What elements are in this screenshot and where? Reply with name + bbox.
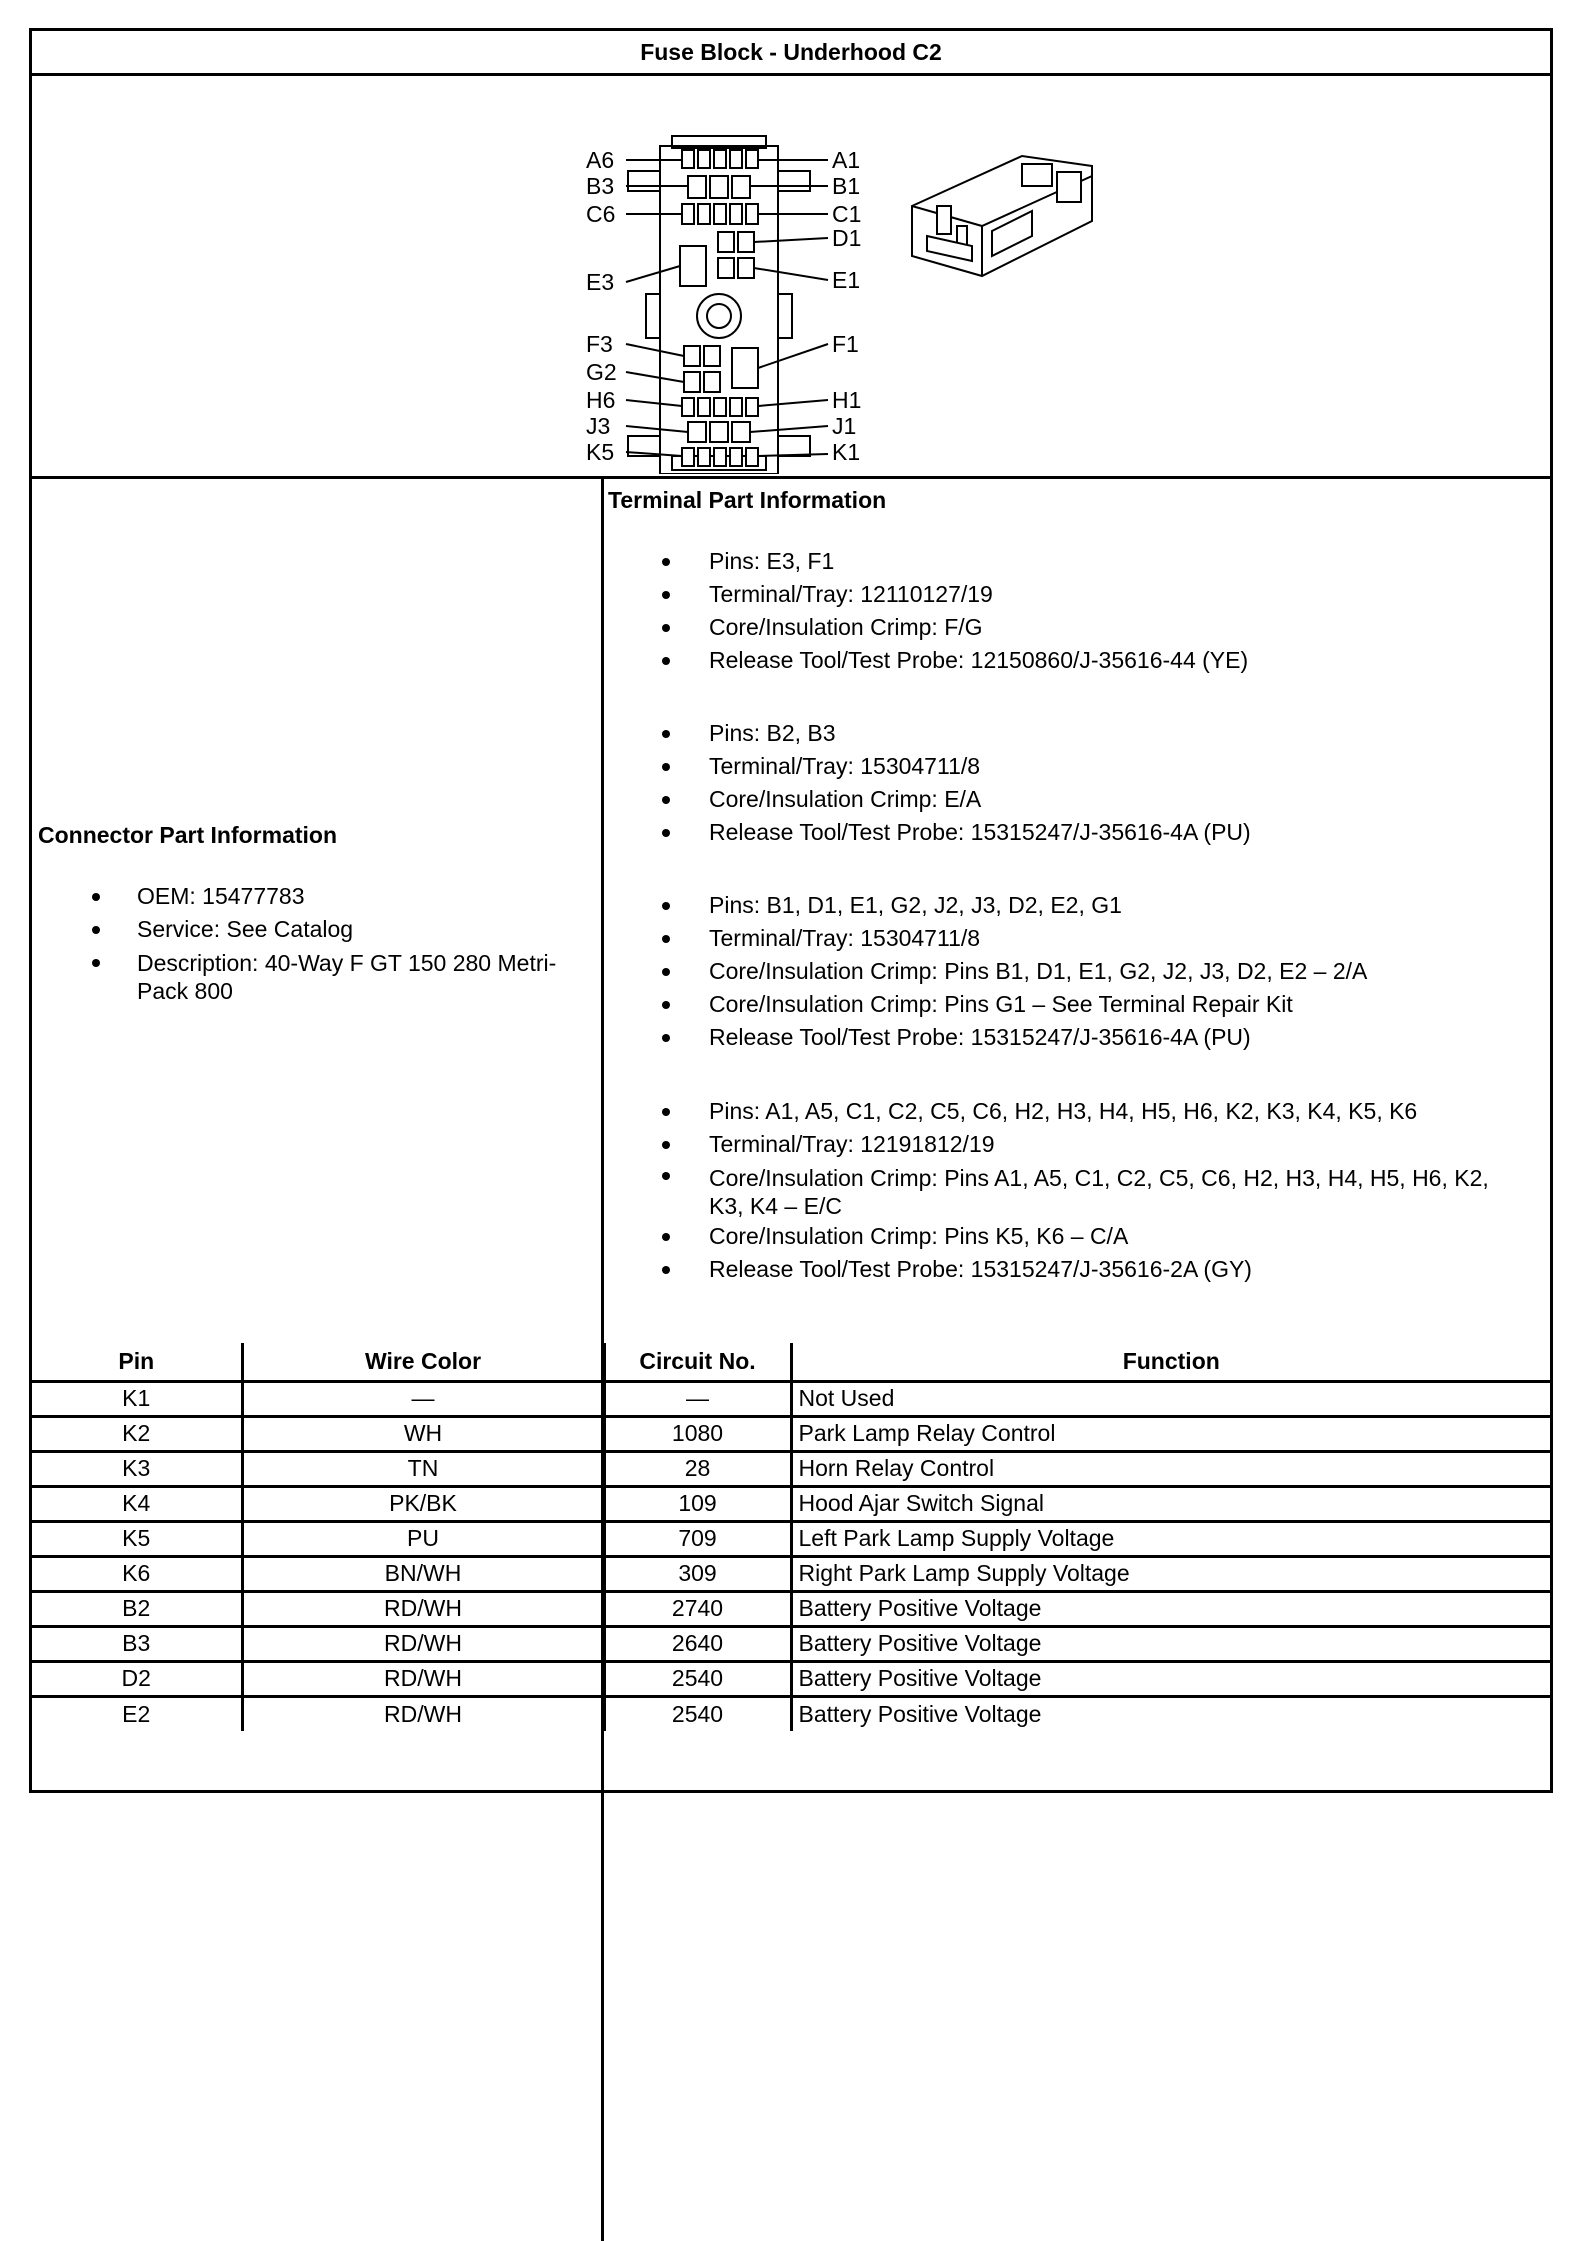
table-row [32,1661,1550,1696]
function-cell: Battery Positive Voltage [791,1661,1550,1696]
circuit-cell: 109 [604,1486,791,1521]
function-cell: Park Lamp Relay Control [791,1416,1550,1451]
pin-label-left: H6 [586,387,616,413]
pin-cell: K2 [32,1416,242,1451]
function-cell: Horn Relay Control [791,1451,1550,1486]
bullet-icon [92,926,100,934]
list-item: Core/Insulation Crimp: Pins B1, D1, E1, G2, J2, J3, D2, E2 – 2/A [709,955,1529,988]
bullet-icon [92,959,100,967]
wire-color-cell: PU [242,1521,604,1556]
list-item: Pins: E3, F1 [709,545,1529,578]
wire-color-cell: RD/WH [242,1696,604,1731]
pin-cell: D2 [32,1661,242,1696]
circuit-cell: 709 [604,1521,791,1556]
pin-label-right: J1 [832,413,857,439]
pin-label-left: F3 [586,331,613,357]
pin-label-right: B1 [832,173,861,199]
list-item: Terminal/Tray: 15304711/8 [709,750,1529,783]
bullet-icon [662,935,670,943]
wire-color-cell: TN [242,1451,604,1486]
function-cell: Right Park Lamp Supply Voltage [791,1556,1550,1591]
pin-cell: K4 [32,1486,242,1521]
wire-color-cell: PK/BK [242,1486,604,1521]
wire-color-cell: RD/WH [242,1591,604,1626]
bullet-icon [662,1233,670,1241]
page-title: Fuse Block - Underhood C2 [640,39,942,65]
table-row [32,1451,1550,1486]
bullet-icon [662,968,670,976]
wire-color-cell: — [242,1381,604,1416]
pin-label-right: A1 [832,147,861,173]
list-item: Pins: B1, D1, E1, G2, J2, J3, D2, E2, G1 [709,889,1529,922]
column-header: Pin [32,1343,242,1381]
pin-label-right: C1 [832,201,862,227]
circuit-cell: 28 [604,1451,791,1486]
bullet-icon [662,1172,670,1180]
bullet-icon [662,1266,670,1274]
table-row [32,1416,1550,1451]
bullet-icon [662,657,670,665]
connector-sheet [29,28,1553,1793]
terminal-group [709,717,1529,849]
circuit-cell: 2540 [604,1696,791,1731]
bullet-icon [662,1034,670,1042]
pin-cell: B2 [32,1591,242,1626]
pin-cell: E2 [32,1696,242,1731]
pin-label-left: A6 [586,147,615,173]
wire-color-cell: RD/WH [242,1661,604,1696]
bullet-icon [662,1108,670,1116]
connector-diagram [32,76,1550,474]
connector-list [137,880,557,1005]
bullet-icon [662,1141,670,1149]
circuit-cell: 309 [604,1556,791,1591]
list-item: Terminal/Tray: 12191812/19 [709,1128,1529,1161]
connector-face-drawing [32,76,1550,474]
circuit-cell: 2540 [604,1661,791,1696]
list-item: Core/Insulation Crimp: Pins A1, A5, C1, C2, C5, C6, H2, H3, H4, H5, H6, K2, K3, K4 – E/C [709,1161,1529,1220]
pin-cell: K6 [32,1556,242,1591]
pin-label-right: D1 [832,225,862,251]
pin-label-left: E3 [586,269,615,295]
circuit-cell: 1080 [604,1416,791,1451]
list-item: OEM: 15477783 [137,880,557,913]
bullet-icon [662,902,670,910]
bullet-icon [92,893,100,901]
pin-cell: B3 [32,1626,242,1661]
wire-color-cell: RD/WH [242,1626,604,1661]
bullet-icon [662,796,670,804]
function-cell: Battery Positive Voltage [791,1591,1550,1626]
pin-label-left: K5 [586,439,615,465]
list-item: Pins: A1, A5, C1, C2, C5, C6, H2, H3, H4, H5, H6, K2, K3, K4, K5, K6 [709,1095,1529,1128]
list-item: Pins: B2, B3 [709,717,1529,750]
terminal-group [709,545,1529,677]
bullet-icon [662,558,670,566]
circuit-cell: — [604,1381,791,1416]
pin-label-right: F1 [832,331,859,357]
pin-label-right: H1 [832,387,862,413]
wire-color-cell: WH [242,1416,604,1451]
bullet-icon [662,1001,670,1009]
terminal-part-info [604,479,1550,1339]
list-item: Release Tool/Test Probe: 15315247/J-35616-4A (PU) [709,1021,1529,1054]
bullet-icon [662,730,670,738]
pin-cell: K3 [32,1451,242,1486]
table-row [32,1486,1550,1521]
function-cell: Not Used [791,1381,1550,1416]
connector-heading: Connector Part Information [38,822,338,848]
bullet-icon [662,624,670,632]
terminal-heading: Terminal Part Information [608,487,887,513]
circuit-cell: 2640 [604,1626,791,1661]
circuit-cell: 2740 [604,1591,791,1626]
table-row [32,1696,1550,1731]
table-header-row [32,1343,1550,1381]
table-row [32,1556,1550,1591]
list-item: Service: See Catalog [137,913,557,946]
list-item: Core/Insulation Crimp: E/A [709,783,1529,816]
column-header: Circuit No. [604,1343,791,1381]
list-item: Terminal/Tray: 15304711/8 [709,922,1529,955]
list-item: Core/Insulation Crimp: Pins K5, K6 – C/A [709,1220,1529,1253]
table-row [32,1381,1550,1416]
pin-label-left: G2 [586,359,617,385]
list-item: Release Tool/Test Probe: 15315247/J-35616-4A (PU) [709,816,1529,849]
pin-label-left: C6 [586,201,616,227]
pin-table [32,1343,1550,1731]
function-cell: Battery Positive Voltage [791,1626,1550,1661]
bullet-icon [662,591,670,599]
list-item: Core/Insulation Crimp: Pins G1 – See Terminal Repair Kit [709,988,1529,1021]
pin-cell: K5 [32,1521,242,1556]
function-cell: Hood Ajar Switch Signal [791,1486,1550,1521]
list-item: Terminal/Tray: 12110127/19 [709,578,1529,611]
column-header: Wire Color [242,1343,604,1381]
function-cell: Left Park Lamp Supply Voltage [791,1521,1550,1556]
list-item: Description: 40-Way F GT 150 280 Metri-Pack 800 [137,946,557,1005]
list-item: Release Tool/Test Probe: 12150860/J-35616-44 (YE) [709,644,1529,677]
column-header: Function [791,1343,1550,1381]
pin-label-right: E1 [832,267,861,293]
pin-label-left: J3 [586,413,611,439]
table-row [32,1521,1550,1556]
list-item: Core/Insulation Crimp: F/G [709,611,1529,644]
pin-label-right: K1 [832,439,861,465]
pin-cell: K1 [32,1381,242,1416]
function-cell: Battery Positive Voltage [791,1696,1550,1731]
list-item: Release Tool/Test Probe: 15315247/J-35616-2A (GY) [709,1253,1529,1286]
wire-color-cell: BN/WH [242,1556,604,1591]
terminal-group [709,1095,1529,1286]
terminal-group [709,889,1529,1054]
bullet-icon [662,763,670,771]
table-row [32,1591,1550,1626]
bullet-icon [662,829,670,837]
table-row [32,1626,1550,1661]
connector-part-info [32,479,599,1339]
pin-label-left: B3 [586,173,615,199]
